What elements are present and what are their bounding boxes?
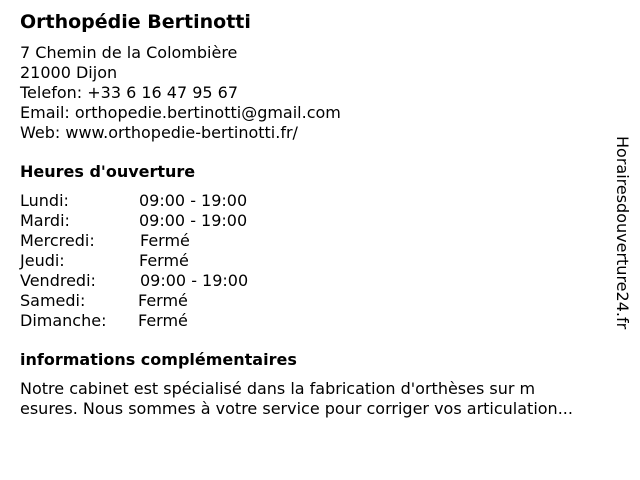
address-city: 21000 Dijon bbox=[20, 63, 118, 82]
hours-day: Dimanche: bbox=[20, 311, 107, 330]
phone-text: Telefon: +33 6 16 47 95 67 bbox=[20, 83, 239, 102]
hours-row-saturday bbox=[20, 291, 610, 311]
additional-info-heading: informations complémentaires bbox=[20, 350, 297, 369]
hours-row-friday bbox=[20, 271, 610, 291]
hours-time: Fermé bbox=[139, 251, 189, 270]
site-watermark-text: Horairesdouverture24.fr bbox=[613, 136, 632, 330]
opening-hours-heading: Heures d'ouverture bbox=[20, 162, 196, 181]
hours-day: Vendredi: bbox=[20, 271, 96, 290]
hours-time: Fermé bbox=[140, 231, 190, 250]
hours-row-thursday bbox=[20, 251, 610, 271]
opening-hours-table bbox=[20, 191, 610, 331]
hours-time: 09:00 - 19:00 bbox=[139, 211, 248, 230]
hours-row-sunday bbox=[20, 311, 610, 331]
description-line-2: esures. Nous sommes à votre service pour corriger vos articulation... bbox=[20, 399, 573, 418]
hours-row-monday bbox=[20, 191, 610, 211]
hours-time: Fermé bbox=[138, 291, 188, 310]
business-card bbox=[20, 10, 610, 419]
hours-day: Samedi: bbox=[20, 291, 86, 310]
hours-row-wednesday bbox=[20, 231, 610, 251]
email-text: Email: orthopedie.bertinotti@gmail.com bbox=[20, 103, 341, 122]
website-text: Web: www.orthopedie-bertinotti.fr/ bbox=[20, 123, 298, 142]
hours-day: Mardi: bbox=[20, 211, 70, 230]
site-watermark bbox=[612, 136, 632, 372]
business-name: Orthopédie Bertinotti bbox=[20, 11, 251, 33]
address-street: 7 Chemin de la Colombière bbox=[20, 43, 238, 62]
hours-row-tuesday bbox=[20, 211, 610, 231]
hours-time: 09:00 - 19:00 bbox=[139, 191, 248, 210]
description-line-1: Notre cabinet est spécialisé dans la fabrication d'orthèses sur m bbox=[20, 379, 536, 398]
hours-day: Lundi: bbox=[20, 191, 69, 210]
hours-time: Fermé bbox=[138, 311, 188, 330]
hours-time: 09:00 - 19:00 bbox=[140, 271, 249, 290]
hours-day: Jeudi: bbox=[20, 251, 65, 270]
hours-day: Mercredi: bbox=[20, 231, 95, 250]
